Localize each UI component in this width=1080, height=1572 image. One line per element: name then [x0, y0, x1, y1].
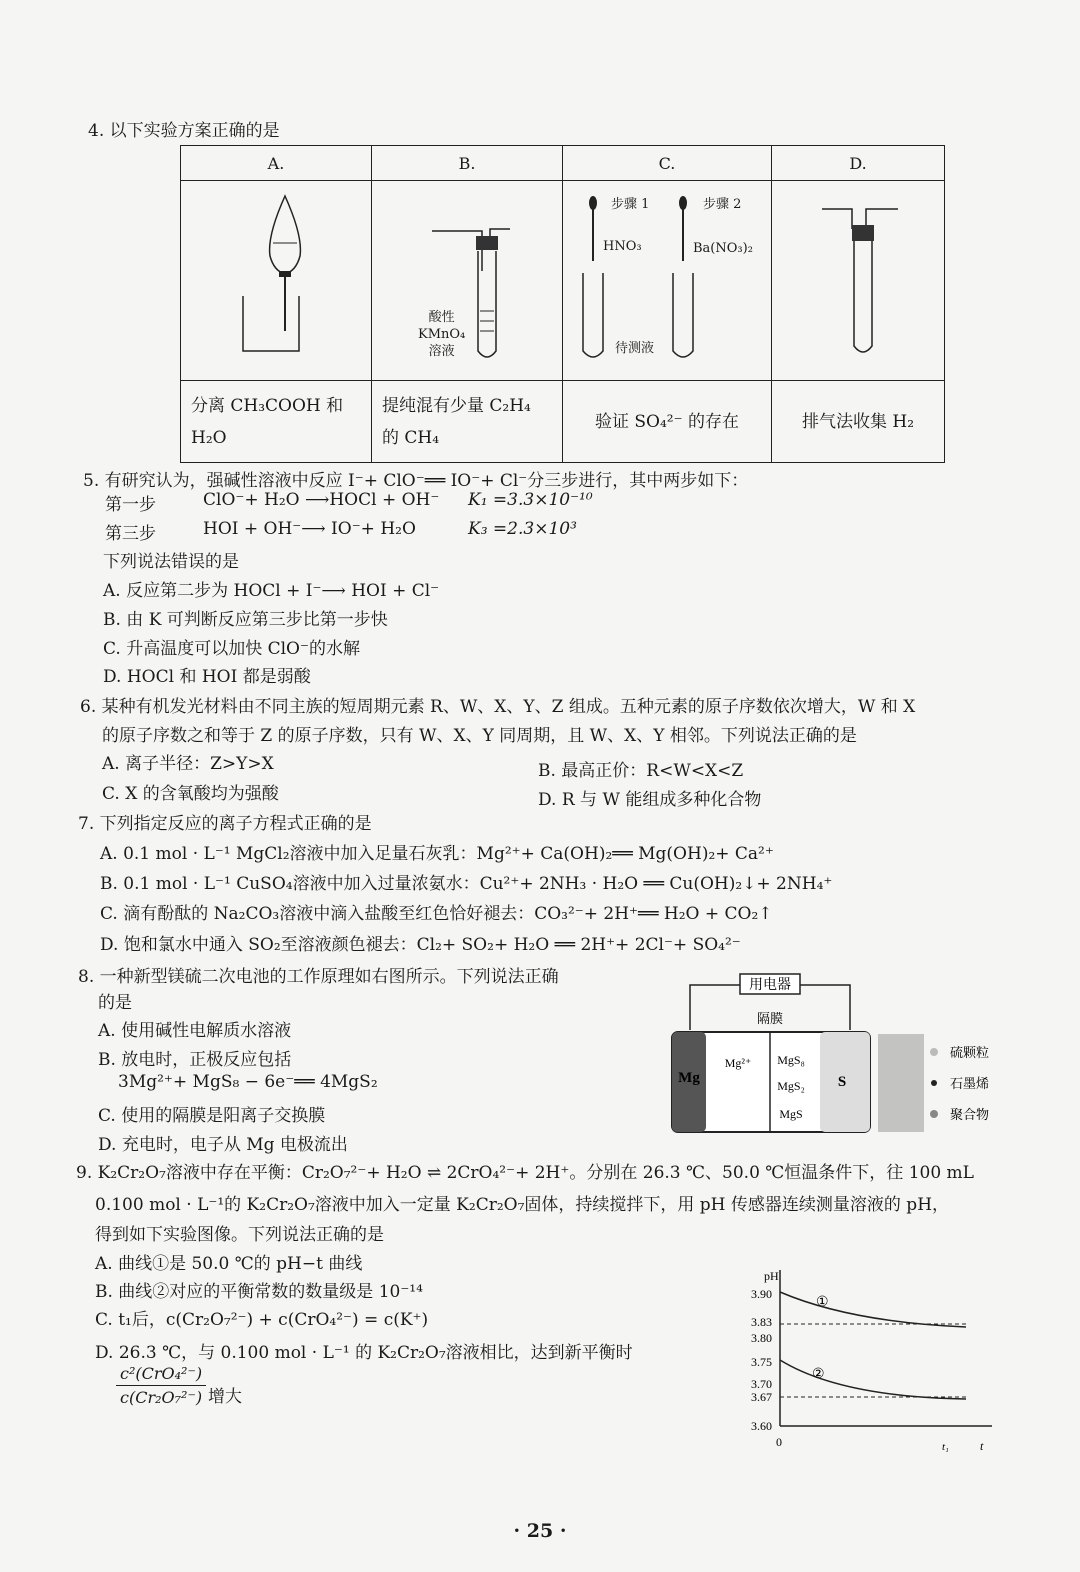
- purpose-d: 排气法收集 H₂: [772, 381, 945, 463]
- anode-label: Mg: [678, 1070, 700, 1086]
- membrane-label: 隔膜: [756, 1011, 784, 1026]
- y-tick-label: 3.67: [751, 1390, 772, 1404]
- composite-magnified: [878, 1034, 924, 1132]
- curve-2: [780, 1360, 966, 1399]
- col-d-header: D.: [772, 146, 945, 181]
- y-tick-label: 3.80: [751, 1331, 772, 1345]
- q9-option-d: D. 26.3 ℃，与 0.100 mol · L⁻¹ 的 K₂Cr₂O₇溶液相比，达到新平衡时: [95, 1343, 633, 1363]
- col-c-header: C.: [563, 146, 772, 181]
- fraction-denominator: c(Cr₂O₇²⁻): [120, 1388, 203, 1407]
- species-1: MgS₈: [777, 1053, 805, 1067]
- purpose-c: 验证 SO₄²⁻ 的存在: [563, 381, 772, 463]
- q7-stem: 7. 下列指定反应的离子方程式正确的是: [78, 814, 372, 834]
- reagent-label-1: 酸性: [428, 310, 455, 325]
- q6-option-c: C. X 的含氧酸均为强酸: [102, 784, 279, 804]
- species-2: MgS₂: [777, 1079, 805, 1093]
- step1-label: 步骤 1: [611, 197, 650, 212]
- y-tick-label: 3.83: [751, 1315, 772, 1329]
- mg-ion-label: Mg²⁺: [724, 1056, 752, 1070]
- reagent-label-2: KMnO₄: [418, 327, 466, 342]
- ph-time-chart: [730, 1262, 1000, 1452]
- t1-label: t₁: [942, 1441, 949, 1452]
- q9-option-c: C. t₁后，c(Cr₂O₇²⁻) + c(CrO₄²⁻) = c(K⁺): [95, 1310, 429, 1330]
- q8-option-a: A. 使用碱性电解质水溶液: [98, 1021, 292, 1041]
- legend-graphene: 石墨烯: [950, 1076, 990, 1091]
- sulfate-test-image: [563, 181, 772, 381]
- q9-option-b: B. 曲线②对应的平衡常数的数量级是 10⁻¹⁴: [95, 1282, 423, 1302]
- q9-stem-line2: 0.100 mol · L⁻¹的 K₂Cr₂O₇溶液中加入一定量 K₂Cr₂O₇固体，持续搅拌下，用 pH 传感器连续测量溶液的 pH，: [95, 1195, 950, 1215]
- fraction-numerator: c²(CrO₄²⁻): [116, 1364, 206, 1386]
- q6-stem-line2: 的原子序数之和等于 Z 的原子序数，只有 W、X、Y 同周期，且 W、X、Y 相邻。下列说法正确的是: [102, 726, 857, 746]
- page-number: · 25 ·: [513, 1520, 567, 1542]
- step1-equation: ClO⁻+ H₂O ⟶HOCl + OH⁻: [203, 490, 440, 510]
- purpose-b: 提纯混有少量 C₂H₄ 的 CH₄: [372, 381, 563, 463]
- q8-stem-line1: 8. 一种新型镁硫二次电池的工作原理如右图所示。下列说法正确: [78, 967, 559, 987]
- curve-1: [780, 1292, 966, 1327]
- bano3-label: Ba(NO₃)₂: [693, 241, 753, 256]
- hno3-label: HNO₃: [603, 239, 642, 254]
- gas-washing-tube-icon: [372, 181, 562, 375]
- battery-diagram: [660, 970, 1020, 1140]
- q8-option-b-equation: 3Mg²⁺+ MgS₈ − 6e⁻══ 4MgS₂: [118, 1072, 378, 1092]
- q7-option-a: A. 0.1 mol · L⁻¹ MgCl₂溶液中加入足量石灰乳：Mg²⁺+ Ca(OH)₂══ Mg(OH)₂+ Ca²⁺: [100, 844, 774, 864]
- q8-option-b: B. 放电时，正极反应包括: [98, 1050, 292, 1070]
- col-b-header: B.: [372, 146, 563, 181]
- q7-option-d: D. 饱和氯水中通入 SO₂至溶液颜色褪去：Cl₂+ SO₂+ H₂O ══ 2H⁺+ 2Cl⁻+ SO₄²⁻: [100, 935, 741, 955]
- species-3: MgS: [779, 1107, 803, 1121]
- col-a-header: A.: [181, 146, 372, 181]
- q5-option-b: B. 由 K 可判断反应第三步比第一步快: [103, 610, 388, 630]
- q6-option-d: D. R 与 W 能组成多种化合物: [538, 790, 762, 810]
- ratio-fraction: [116, 1364, 206, 1407]
- q7-option-c: C. 滴有酚酞的 Na₂CO₃溶液中滴入盐酸至红色恰好褪去：CO₃²⁻+ 2H⁺══ H₂O + CO₂↑: [100, 904, 773, 924]
- device-label: 用电器: [749, 978, 791, 993]
- q6-option-a: A. 离子半径：Z>Y>X: [102, 754, 274, 774]
- q4-stem: 4. 以下实验方案正确的是: [88, 121, 280, 141]
- origin-label: 0: [776, 1435, 782, 1449]
- legend-polymer: 聚合物: [950, 1107, 990, 1122]
- separatory-funnel-icon: [181, 181, 371, 375]
- h2-collect-image: [772, 181, 945, 381]
- kmno4-tube-image: [372, 181, 563, 381]
- legend-sulfur: 硫颗粒: [950, 1045, 990, 1060]
- step3-k: K₃ =2.3×10³: [468, 519, 577, 539]
- y-tick-label: 3.90: [751, 1287, 772, 1301]
- q9-stem-line3: 得到如下实验图像。下列说法正确的是: [95, 1225, 384, 1245]
- q8-stem-line2: 的是: [98, 993, 132, 1013]
- gas-collection-tube-icon: [772, 181, 944, 375]
- q5-option-c: C. 升高温度可以加快 ClO⁻的水解: [103, 639, 360, 659]
- q5-ask: 下列说法错误的是: [103, 552, 239, 572]
- q4-table: [180, 145, 945, 463]
- reagent-label-3: 溶液: [428, 344, 455, 359]
- y-tick-label: 3.70: [751, 1377, 772, 1391]
- q5-stem: 5. 有研究认为，强碱性溶液中反应 I⁻+ ClO⁻══ IO⁻+ Cl⁻分三步进行，其中两步如下：: [83, 471, 749, 491]
- y-tick-label: 3.75: [751, 1355, 772, 1369]
- q7-option-b: B. 0.1 mol · L⁻¹ CuSO₄溶液中加入过量浓氨水：Cu²⁺+ 2NH₃ · H₂O ══ Cu(OH)₂↓+ 2NH₄⁺: [100, 874, 833, 894]
- q9-stem-line1: 9. K₂Cr₂O₇溶液中存在平衡：Cr₂O₇²⁻+ H₂O ⇌ 2CrO₄²⁻+ 2H⁺。分别在 26.3 ℃、50.0 ℃恒温条件下，往 100 mL: [76, 1163, 974, 1183]
- purpose-a: 分离 CH₃COOH 和 H₂O: [181, 381, 372, 463]
- curve-2-label: ②: [812, 1367, 825, 1382]
- y-axis-label: pH: [764, 1269, 779, 1283]
- q9-option-a: A. 曲线①是 50.0 ℃的 pH−t 曲线: [95, 1254, 363, 1274]
- q8-option-c: C. 使用的隔膜是阳离子交换膜: [98, 1106, 326, 1126]
- x-axis-label: t: [980, 1439, 984, 1452]
- sample-label: 待测液: [615, 341, 655, 356]
- q5-option-d: D. HOCl 和 HOI 都是弱酸: [103, 667, 311, 687]
- cathode-label: S: [837, 1074, 847, 1090]
- q8-option-d: D. 充电时，电子从 Mg 电极流出: [98, 1135, 348, 1155]
- step1-k: K₁ =3.3×10⁻¹⁰: [468, 490, 593, 510]
- curve-1-label: ①: [816, 1295, 829, 1310]
- y-tick-label: 3.60: [751, 1419, 772, 1433]
- separatory-funnel-image: [181, 181, 372, 381]
- q5-option-a: A. 反应第二步为 HOCl + I⁻⟶ HOI + Cl⁻: [103, 581, 440, 601]
- q6-stem-line1: 6. 某种有机发光材料由不同主族的短周期元素 R、W、X、Y、Z 组成。五种元素的原子序数依次增大，W 和 X: [80, 697, 916, 717]
- step3-equation: HOI + OH⁻⟶ IO⁻+ H₂O: [203, 519, 416, 539]
- step2-label: 步骤 2: [703, 197, 742, 212]
- step3-label: 第三步: [105, 524, 156, 544]
- fraction-suffix: 增大: [208, 1387, 242, 1407]
- step1-label: 第一步: [105, 495, 156, 515]
- q6-option-b: B. 最高正价：R<W<X<Z: [538, 761, 744, 781]
